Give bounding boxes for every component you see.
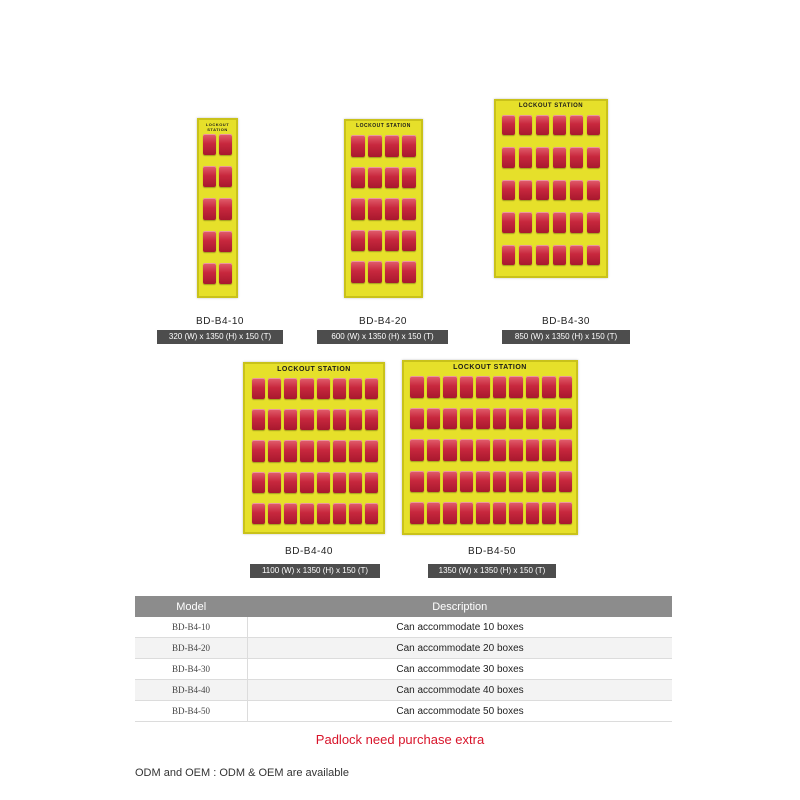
table-header-row	[135, 596, 672, 617]
table-row	[135, 638, 672, 659]
storage-box	[443, 439, 457, 461]
storage-box	[542, 376, 556, 398]
storage-box	[333, 503, 346, 524]
station-bd-b4-40	[243, 362, 385, 534]
box-grid	[351, 135, 416, 283]
storage-box	[536, 147, 549, 167]
storage-box	[542, 471, 556, 493]
storage-box	[460, 439, 474, 461]
cell-description: Can accommodate 40 boxes	[248, 680, 673, 701]
dimension-label: 320 (W) x 1350 (H) x 150 (T)	[157, 330, 283, 344]
storage-box	[493, 471, 507, 493]
storage-box	[493, 502, 507, 524]
storage-box	[559, 439, 573, 461]
storage-box	[385, 167, 399, 189]
station-header: LOCKOUT STATION	[356, 123, 411, 129]
cell-model: BD-B4-10	[135, 617, 248, 638]
storage-box	[570, 212, 583, 232]
storage-box	[365, 409, 378, 430]
storage-box	[526, 376, 540, 398]
storage-box	[368, 198, 382, 220]
storage-box	[284, 440, 297, 461]
storage-box	[317, 472, 330, 493]
storage-box	[252, 409, 265, 430]
storage-box	[519, 115, 532, 135]
storage-box	[559, 471, 573, 493]
storage-box	[460, 471, 474, 493]
storage-box	[427, 502, 441, 524]
storage-box	[476, 471, 490, 493]
storage-box	[553, 180, 566, 200]
storage-box	[427, 439, 441, 461]
station-bd-b4-50	[402, 360, 578, 535]
storage-box	[570, 147, 583, 167]
storage-box	[410, 376, 424, 398]
odm-oem-note: ODM and OEM : ODM & OEM are available	[135, 767, 349, 779]
storage-box	[351, 135, 365, 157]
storage-box	[203, 134, 216, 155]
storage-box	[502, 212, 515, 232]
box-grid	[502, 115, 600, 265]
storage-box	[553, 115, 566, 135]
storage-box	[219, 198, 232, 219]
storage-box	[268, 440, 281, 461]
cell-model: BD-B4-50	[135, 701, 248, 722]
storage-box	[526, 439, 540, 461]
table-row	[135, 680, 672, 701]
storage-box	[317, 503, 330, 524]
storage-box	[410, 471, 424, 493]
column-header-model: Model	[135, 596, 248, 617]
storage-box	[476, 439, 490, 461]
dimension-label: 850 (W) x 1350 (H) x 150 (T)	[502, 330, 630, 344]
storage-box	[333, 409, 346, 430]
table-row	[135, 617, 672, 638]
storage-box	[252, 503, 265, 524]
storage-box	[317, 378, 330, 399]
storage-box	[559, 502, 573, 524]
station-header: LOCKOUT STATION	[453, 364, 527, 371]
storage-box	[476, 376, 490, 398]
model-label: BD-B4-10	[196, 316, 244, 327]
storage-box	[351, 198, 365, 220]
storage-box	[349, 440, 362, 461]
storage-box	[284, 409, 297, 430]
storage-box	[427, 408, 441, 430]
spec-table	[135, 596, 672, 722]
storage-box	[219, 263, 232, 284]
box-grid	[410, 376, 572, 524]
storage-box	[349, 472, 362, 493]
storage-box	[536, 115, 549, 135]
storage-box	[402, 167, 416, 189]
storage-box	[333, 378, 346, 399]
cell-description: Can accommodate 10 boxes	[248, 617, 673, 638]
station-bd-b4-20	[344, 119, 423, 298]
station-header: LOCKOUT STATION	[277, 366, 351, 373]
storage-box	[536, 180, 549, 200]
model-label: BD-B4-20	[359, 316, 407, 327]
storage-box	[410, 502, 424, 524]
storage-box	[268, 472, 281, 493]
storage-box	[509, 439, 523, 461]
storage-box	[368, 167, 382, 189]
storage-box	[219, 166, 232, 187]
storage-box	[365, 472, 378, 493]
storage-box	[349, 409, 362, 430]
model-label: BD-B4-40	[285, 546, 333, 557]
storage-box	[300, 440, 313, 461]
cell-description: Can accommodate 30 boxes	[248, 659, 673, 680]
column-header-description: Description	[248, 596, 673, 617]
storage-box	[443, 471, 457, 493]
storage-box	[509, 471, 523, 493]
storage-box	[252, 440, 265, 461]
storage-box	[460, 376, 474, 398]
storage-box	[509, 502, 523, 524]
storage-box	[443, 376, 457, 398]
station-header: LOCKOUT STATION	[205, 122, 230, 132]
box-grid	[203, 134, 232, 284]
storage-box	[502, 245, 515, 265]
storage-box	[368, 135, 382, 157]
storage-box	[351, 261, 365, 283]
storage-box	[553, 245, 566, 265]
storage-box	[587, 212, 600, 232]
cell-description: Can accommodate 20 boxes	[248, 638, 673, 659]
table-row	[135, 701, 672, 722]
storage-box	[476, 502, 490, 524]
storage-box	[493, 376, 507, 398]
cell-model: BD-B4-40	[135, 680, 248, 701]
cell-description: Can accommodate 50 boxes	[248, 701, 673, 722]
storage-box	[443, 502, 457, 524]
storage-box	[268, 503, 281, 524]
station-bd-b4-10	[197, 118, 238, 298]
storage-box	[368, 261, 382, 283]
box-grid	[252, 378, 378, 524]
storage-box	[402, 230, 416, 252]
storage-box	[365, 378, 378, 399]
storage-box	[402, 198, 416, 220]
storage-box	[410, 439, 424, 461]
storage-box	[587, 115, 600, 135]
storage-box	[402, 135, 416, 157]
storage-box	[519, 212, 532, 232]
storage-box	[219, 231, 232, 252]
storage-box	[252, 378, 265, 399]
storage-box	[252, 472, 265, 493]
storage-box	[333, 440, 346, 461]
storage-box	[385, 261, 399, 283]
storage-box	[460, 408, 474, 430]
storage-box	[349, 378, 362, 399]
dimension-label: 1350 (W) x 1350 (H) x 150 (T)	[428, 564, 556, 578]
storage-box	[536, 245, 549, 265]
dimension-label: 1100 (W) x 1350 (H) x 150 (T)	[250, 564, 380, 578]
storage-box	[284, 503, 297, 524]
storage-box	[365, 503, 378, 524]
storage-box	[284, 378, 297, 399]
storage-box	[502, 115, 515, 135]
storage-box	[268, 409, 281, 430]
storage-box	[519, 180, 532, 200]
storage-box	[559, 408, 573, 430]
cell-model: BD-B4-20	[135, 638, 248, 659]
storage-box	[587, 180, 600, 200]
storage-box	[300, 378, 313, 399]
cell-model: BD-B4-30	[135, 659, 248, 680]
storage-box	[519, 147, 532, 167]
storage-box	[502, 147, 515, 167]
storage-box	[553, 212, 566, 232]
storage-box	[460, 502, 474, 524]
storage-box	[300, 409, 313, 430]
model-label: BD-B4-30	[542, 316, 590, 327]
storage-box	[519, 245, 532, 265]
storage-box	[542, 439, 556, 461]
storage-box	[493, 439, 507, 461]
station-bd-b4-30	[494, 99, 608, 278]
storage-box	[385, 198, 399, 220]
storage-box	[351, 230, 365, 252]
storage-box	[502, 180, 515, 200]
storage-box	[203, 166, 216, 187]
storage-box	[219, 134, 232, 155]
storage-box	[385, 135, 399, 157]
storage-box	[443, 408, 457, 430]
storage-box	[526, 408, 540, 430]
storage-box	[536, 212, 549, 232]
storage-box	[300, 472, 313, 493]
storage-box	[410, 408, 424, 430]
storage-box	[203, 263, 216, 284]
storage-box	[427, 376, 441, 398]
storage-box	[553, 147, 566, 167]
storage-box	[526, 502, 540, 524]
table-row	[135, 659, 672, 680]
storage-box	[317, 409, 330, 430]
storage-box	[284, 472, 297, 493]
storage-box	[203, 198, 216, 219]
storage-box	[427, 471, 441, 493]
storage-box	[526, 471, 540, 493]
model-label: BD-B4-50	[468, 546, 516, 557]
storage-box	[542, 502, 556, 524]
storage-box	[509, 376, 523, 398]
storage-box	[587, 245, 600, 265]
storage-box	[509, 408, 523, 430]
storage-box	[349, 503, 362, 524]
storage-box	[476, 408, 490, 430]
storage-box	[587, 147, 600, 167]
storage-box	[333, 472, 346, 493]
storage-box	[542, 408, 556, 430]
storage-box	[365, 440, 378, 461]
storage-box	[570, 180, 583, 200]
storage-box	[300, 503, 313, 524]
storage-box	[203, 231, 216, 252]
storage-box	[559, 376, 573, 398]
storage-box	[570, 115, 583, 135]
storage-box	[402, 261, 416, 283]
storage-box	[570, 245, 583, 265]
storage-box	[317, 440, 330, 461]
storage-box	[385, 230, 399, 252]
padlock-note: Padlock need purchase extra	[315, 732, 485, 747]
dimension-label: 600 (W) x 1350 (H) x 150 (T)	[317, 330, 448, 344]
storage-box	[493, 408, 507, 430]
storage-box	[351, 167, 365, 189]
station-header: LOCKOUT STATION	[518, 103, 584, 109]
storage-box	[268, 378, 281, 399]
storage-box	[368, 230, 382, 252]
